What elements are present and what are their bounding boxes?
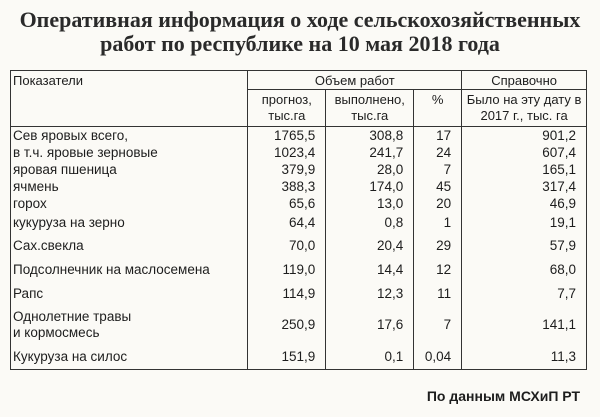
table-row xyxy=(11,212,587,234)
row-last-year: 19,1 xyxy=(462,212,587,234)
title-line-2: работ по республике на 10 мая 2018 года xyxy=(100,31,500,56)
row-forecast: 119,0 xyxy=(248,258,326,282)
row-last-year: 165,1 xyxy=(462,161,587,178)
header-percent: % xyxy=(414,90,462,127)
row-last-year: 317,4 xyxy=(462,178,587,195)
header-indicators-spacer xyxy=(11,90,248,127)
header-row-sub xyxy=(11,90,587,127)
header-forecast: прогноз, тыс.га xyxy=(248,90,326,127)
table-row xyxy=(11,258,587,282)
table-row xyxy=(11,178,587,195)
row-done: 12,3 xyxy=(326,282,414,306)
row-percent: 7 xyxy=(414,161,462,178)
row-last-year: 46,9 xyxy=(462,195,587,212)
header-volume: Объем работ xyxy=(248,71,462,90)
header-reference: Справочно xyxy=(462,71,587,90)
row-done: 241,7 xyxy=(326,144,414,161)
row-done: 0,1 xyxy=(326,344,414,370)
row-label: горох xyxy=(11,195,248,212)
row-percent: 29 xyxy=(414,234,462,258)
row-last-year: 7,7 xyxy=(462,282,587,306)
table-row xyxy=(11,234,587,258)
header-done: выполнено, тыс.га xyxy=(326,90,414,127)
row-percent: 17 xyxy=(414,127,462,144)
row-label: яровая пшеница xyxy=(11,161,248,178)
row-last-year: 901,2 xyxy=(462,127,587,144)
table-row xyxy=(11,306,587,344)
title-line-1: Оперативная информация о ходе сельскохозяйственных xyxy=(19,7,581,32)
header-indicators: Показатели xyxy=(11,71,248,90)
row-label-line-1: Однолетние травы xyxy=(13,308,132,324)
row-forecast: 64,4 xyxy=(248,212,326,234)
table-row xyxy=(11,344,587,370)
row-forecast: 65,6 xyxy=(248,195,326,212)
table-row xyxy=(11,282,587,306)
row-done: 17,6 xyxy=(326,306,414,344)
row-forecast: 388,3 xyxy=(248,178,326,195)
row-last-year: 57,9 xyxy=(462,234,587,258)
row-forecast: 1023,4 xyxy=(248,144,326,161)
row-label: ячмень xyxy=(11,178,248,195)
row-label xyxy=(11,306,248,344)
row-label: в т.ч. яровые зерновые xyxy=(11,144,248,161)
row-forecast: 70,0 xyxy=(248,234,326,258)
row-done: 0,8 xyxy=(326,212,414,234)
row-forecast: 1765,5 xyxy=(248,127,326,144)
row-label-line-2: и кормосмесь xyxy=(13,324,100,340)
row-forecast: 250,9 xyxy=(248,306,326,344)
row-percent: 24 xyxy=(414,144,462,161)
table-row xyxy=(11,144,587,161)
row-last-year: 68,0 xyxy=(462,258,587,282)
row-last-year: 607,4 xyxy=(462,144,587,161)
row-done: 28,0 xyxy=(326,161,414,178)
header-row-top xyxy=(11,71,587,90)
row-percent: 1 xyxy=(414,212,462,234)
row-label: Кукуруза на силос xyxy=(11,344,248,370)
page-title xyxy=(0,8,600,56)
row-label: Рапс xyxy=(11,282,248,306)
row-percent: 12 xyxy=(414,258,462,282)
row-done: 14,4 xyxy=(326,258,414,282)
row-last-year: 141,1 xyxy=(462,306,587,344)
row-percent: 0,04 xyxy=(414,344,462,370)
table-row xyxy=(11,195,587,212)
row-forecast: 151,9 xyxy=(248,344,326,370)
row-forecast: 379,9 xyxy=(248,161,326,178)
table-row xyxy=(11,127,587,144)
row-done: 308,8 xyxy=(326,127,414,144)
table-row xyxy=(11,161,587,178)
row-last-year: 11,3 xyxy=(462,344,587,370)
row-label: кукуруза на зерно xyxy=(11,212,248,234)
header-last-year: Было на эту дату в 2017 г., тыс. га xyxy=(462,90,587,127)
row-label: Сах.свекла xyxy=(11,234,248,258)
row-percent: 45 xyxy=(414,178,462,195)
row-percent: 11 xyxy=(414,282,462,306)
row-label: Подсолнечник на маслосемена xyxy=(11,258,248,282)
source-footer: По данным МСХиП РТ xyxy=(426,388,580,404)
row-done: 13,0 xyxy=(326,195,414,212)
row-percent: 20 xyxy=(414,195,462,212)
table-body xyxy=(11,127,587,370)
agri-works-table xyxy=(10,70,587,370)
row-forecast: 114,9 xyxy=(248,282,326,306)
row-done: 20,4 xyxy=(326,234,414,258)
row-label: Сев яровых всего, xyxy=(11,127,248,144)
row-done: 174,0 xyxy=(326,178,414,195)
row-percent: 7 xyxy=(414,306,462,344)
